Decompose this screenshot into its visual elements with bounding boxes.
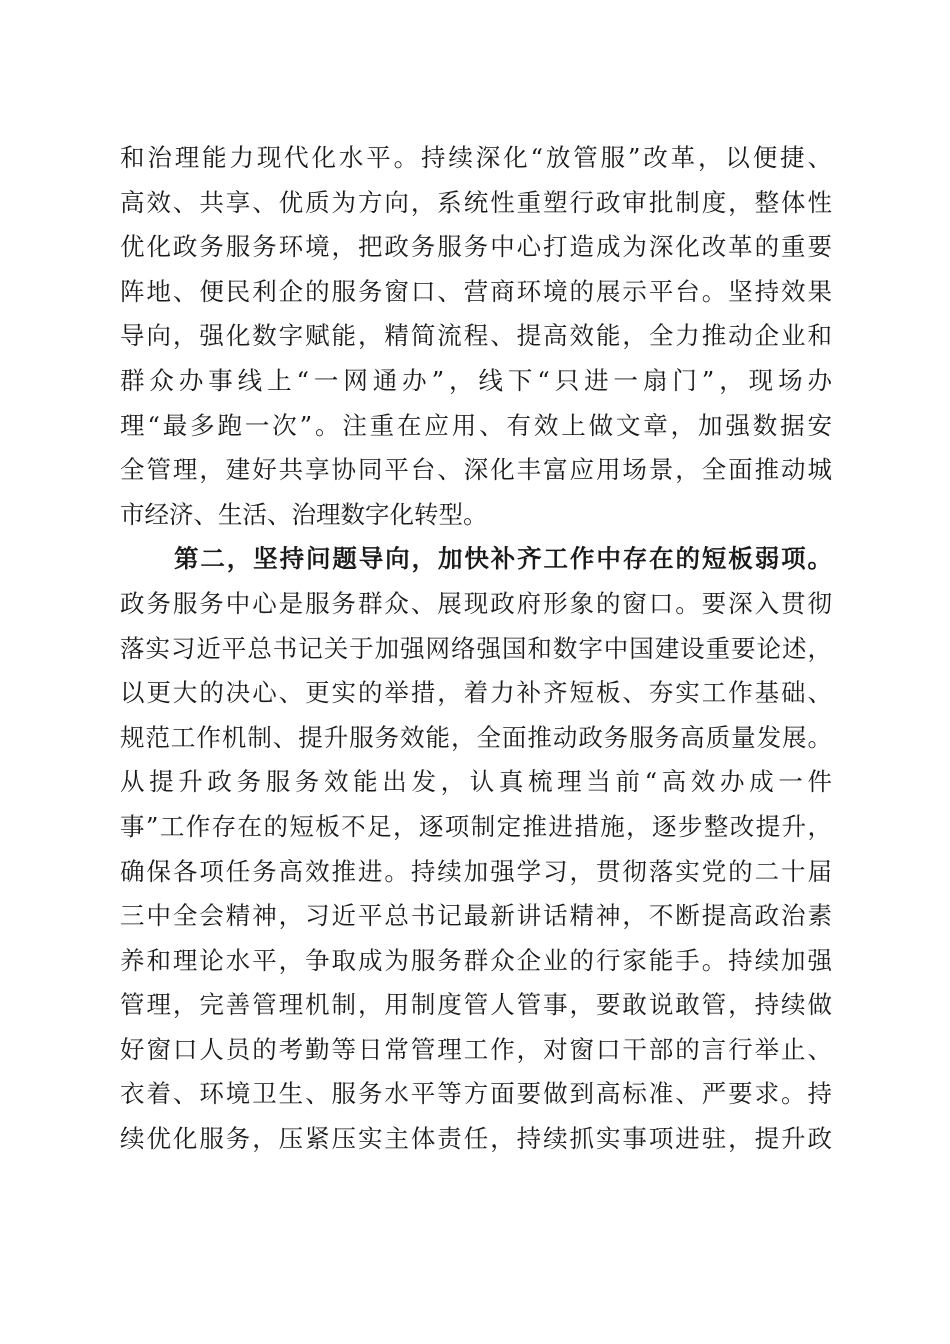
- text-line: 三中全会精神，习近平总书记最新讲话精神，不断提高政治素: [120, 901, 832, 931]
- text-line: 市经济、生活、治理数字化转型。: [120, 499, 488, 529]
- text-line: 理“最多跑一次”。注重在应用、有效上做文章，加强数据安: [120, 410, 832, 440]
- text-line: 政务服务中心是服务群众、展现政府形象的窗口。要深入贯彻: [120, 588, 832, 618]
- text-line: 落实习近平总书记关于加强网络强国和数字中国建设重要论述，: [120, 633, 832, 663]
- text-line: 确保各项任务高效推进。持续加强学习，贯彻落实党的二十届: [120, 856, 832, 886]
- text-line: 群众办事线上“一网通办”，线下“只进一扇门”，现场办: [120, 365, 832, 395]
- text-line: 高效、共享、优质为方向，系统性重塑行政审批制度，整体性: [120, 187, 832, 217]
- text-line: 阵地、便民利企的服务窗口、营商环境的展示平台。坚持效果: [120, 276, 832, 306]
- text-line: 事”工作存在的短板不足，逐项制定推进措施，逐步整改提升，: [120, 811, 832, 841]
- text-line: 管理，完善管理机制，用制度管人管事，要敢说敢管，持续做: [120, 990, 832, 1020]
- text-line: 全管理，建好共享协同平台、深化丰富应用场景，全面推动城: [120, 455, 832, 485]
- text-line: 以更大的决心、更实的举措，着力补齐短板、夯实工作基础、: [120, 678, 832, 708]
- section-heading: 第二，坚持问题导向，加快补齐工作中存在的短板弱项。: [174, 544, 832, 574]
- text-line: 续优化服务，压紧压实主体责任，持续抓实事项进驻，提升政: [120, 1124, 832, 1154]
- text-line: 衣着、环境卫生、服务水平等方面要做到高标准、严要求。持: [120, 1079, 832, 1109]
- body-text: [120, 136, 832, 1162]
- text-line: 优化政务服务环境，把政务服务中心打造成为深化改革的重要: [120, 232, 832, 262]
- text-line: 导向，强化数字赋能，精简流程、提高效能，全力推动企业和: [120, 321, 832, 351]
- text-line: 和治理能力现代化水平。持续深化“放管服”改革，以便捷、: [120, 143, 832, 172]
- text-line: 好窗口人员的考勤等日常管理工作，对窗口干部的言行举止、: [120, 1034, 832, 1064]
- text-line: 从提升政务服务效能出发，认真梳理当前“高效办成一件: [120, 767, 832, 797]
- text-line: 养和理论水平，争取成为服务群众企业的行家能手。持续加强: [120, 945, 832, 975]
- text-line: 规范工作机制、提升服务效能，全面推动政务服务高质量发展。: [120, 722, 832, 752]
